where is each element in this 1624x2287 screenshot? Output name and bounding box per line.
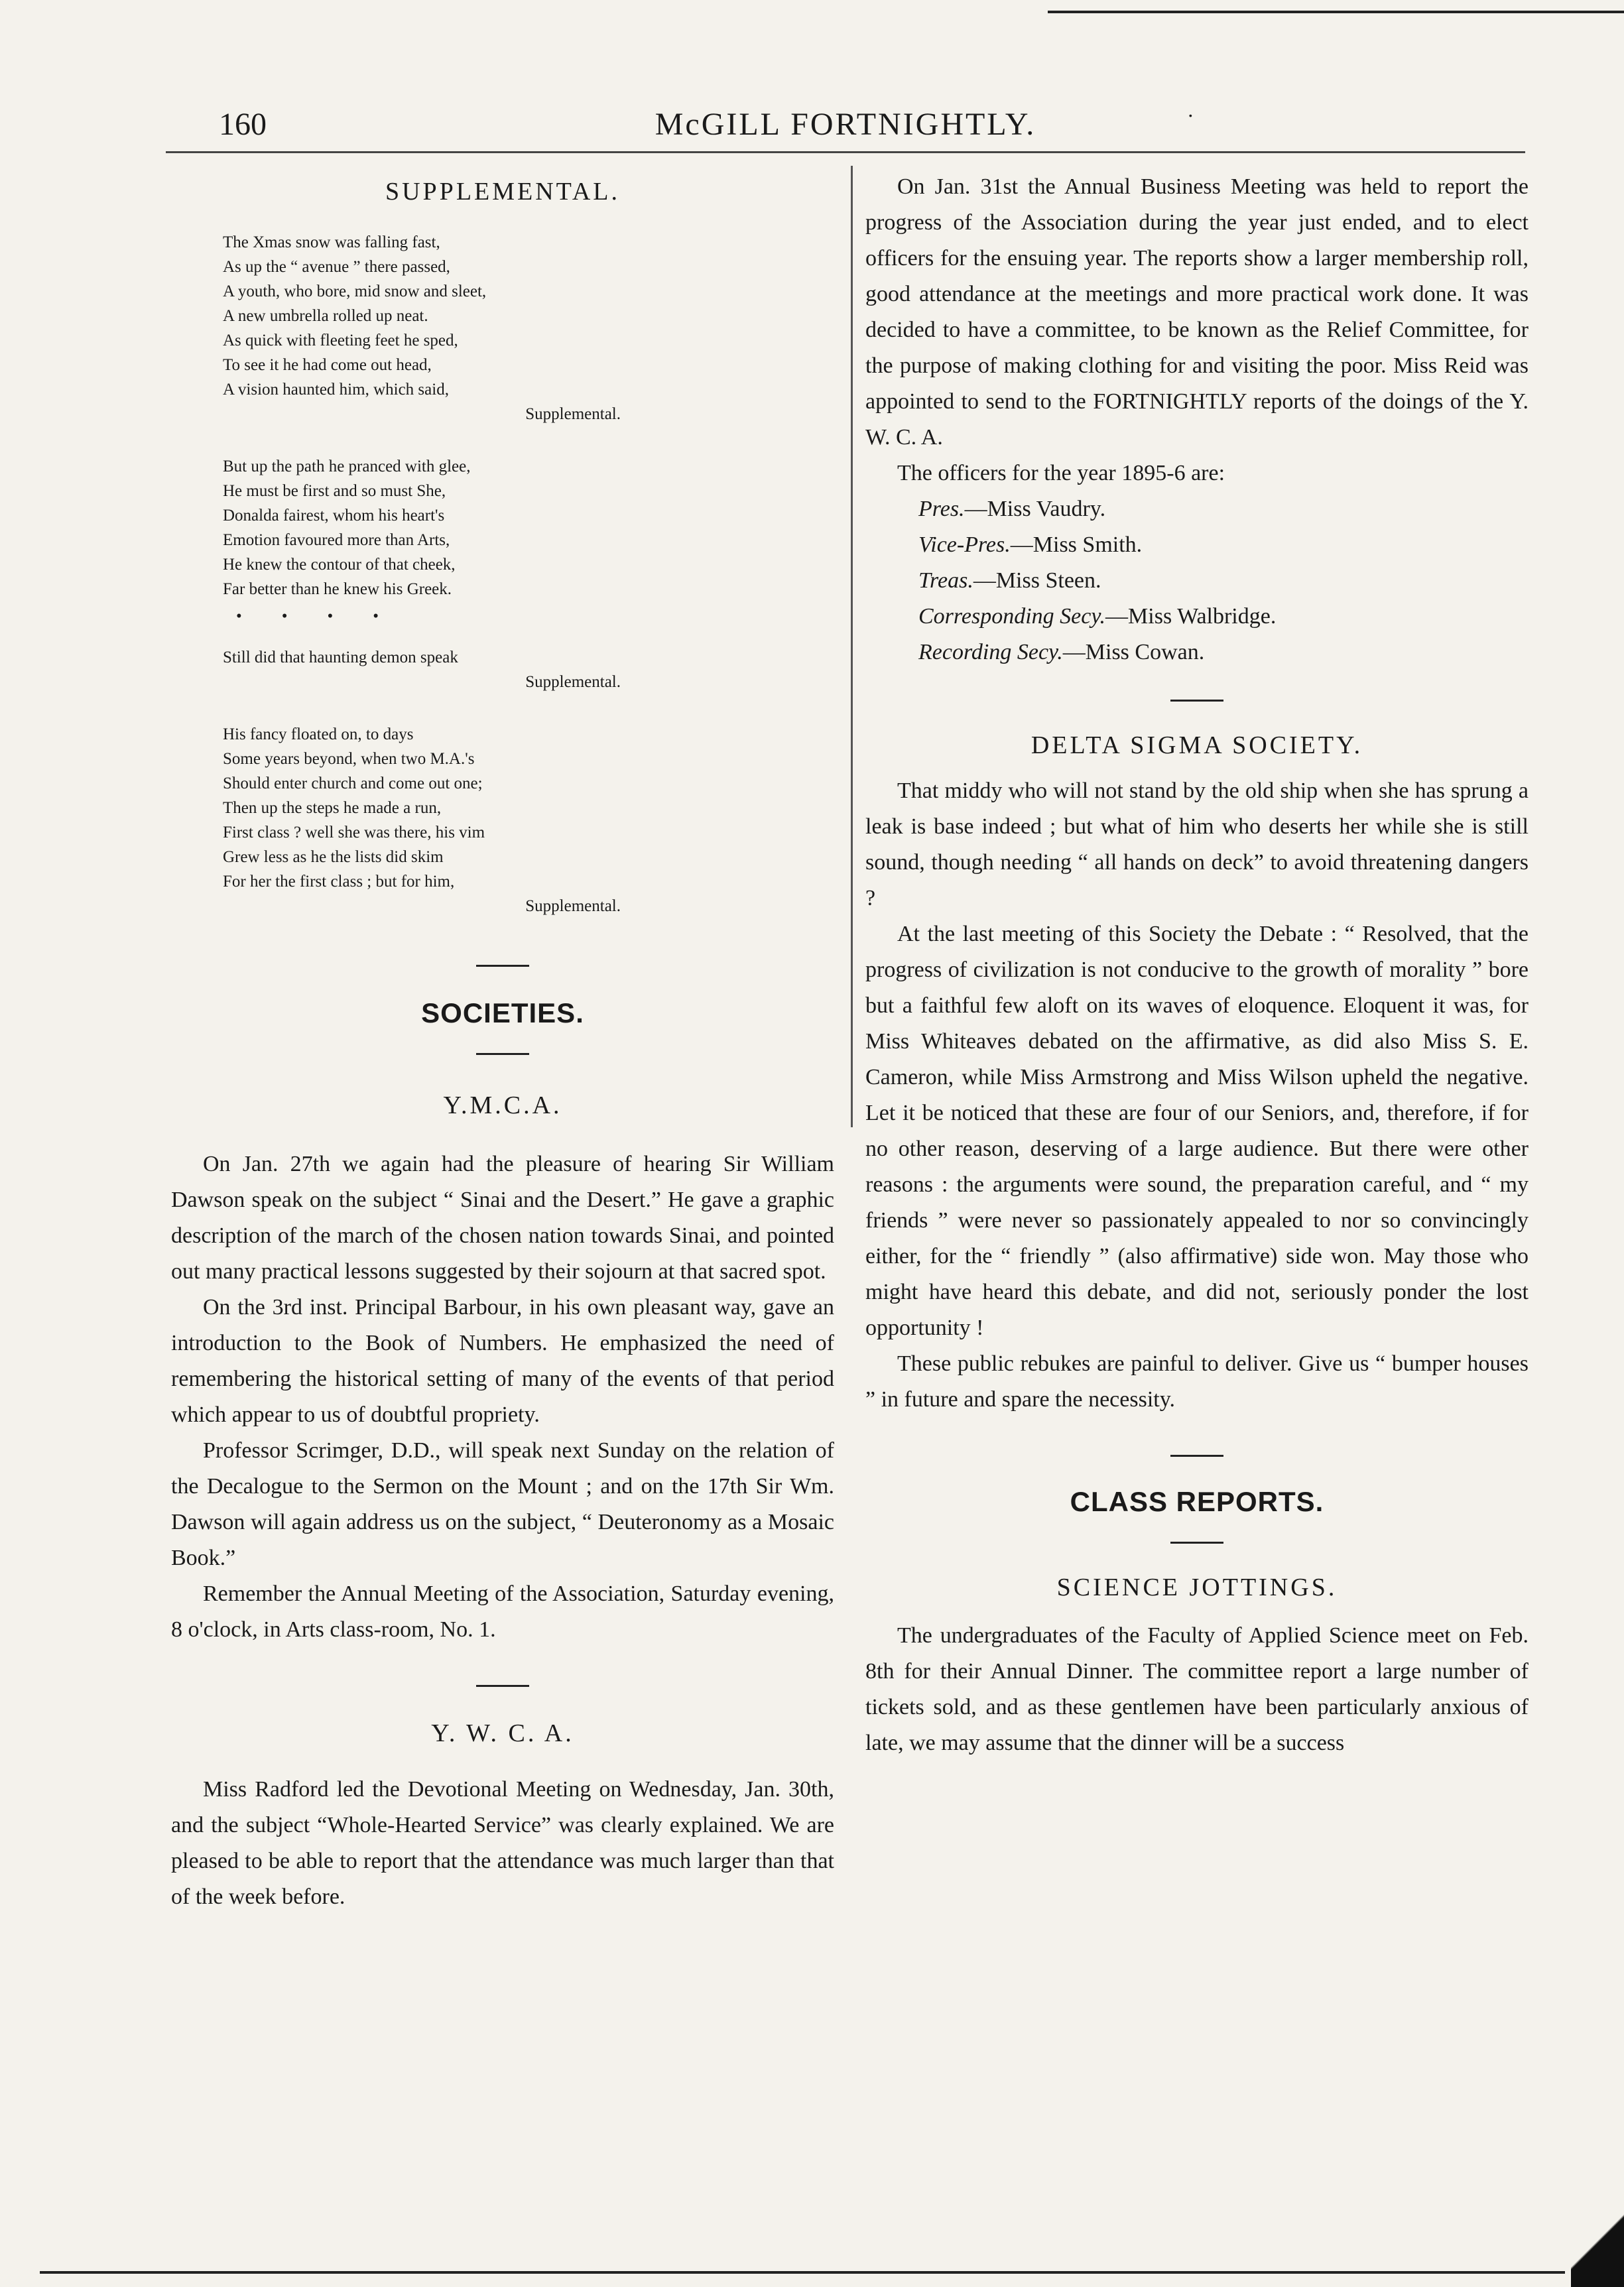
poem-line: A vision haunted him, which said, [223, 381, 449, 399]
ywca-paragraph: The officers for the year 1895-6 are: [897, 461, 1225, 485]
poem-ellipsis: •••• [236, 607, 419, 625]
officer-role: Vice-Pres. [918, 532, 1011, 557]
supplemental-title: SUPPLEMENTAL. [385, 178, 621, 206]
officer-name: —Miss Cowan. [1062, 640, 1205, 664]
section-rule [476, 1685, 529, 1687]
ywca-paragraph: Miss Radford led the Devotional Meeting on Wednesday, Jan. 30th, and the subject “Whole-Hearted Service” was clearly explained. We are pleased to be able to report that the attendance was much larger than that of the week before. [171, 1777, 834, 1909]
page-header [166, 103, 1525, 146]
page-number: 160 [219, 107, 267, 142]
poem-line: Far better than he knew his Greek. [223, 580, 452, 598]
poem-stanza [223, 722, 621, 918]
ymca-paragraph: On the 3rd inst. Principal Barbour, in his own pleasant way, gave an introduction to the Book of Numbers. He emphasized the need of remembering the historical setting of many of the events of that period which appear to us of doubtful propriety. [171, 1295, 834, 1427]
poem-line: As quick with fleeting feet he sped, [223, 332, 458, 349]
poem-line: Should enter church and come out one; [223, 774, 483, 792]
officer-entry [918, 635, 1529, 670]
science-jottings-title: SCIENCE JOTTINGS. [1056, 1574, 1338, 1601]
delta-sigma-title: DELTA SIGMA SOCIETY. [1031, 731, 1363, 759]
poem-line: But up the path he pranced with glee, [223, 458, 471, 475]
poem-refrain: Supplemental. [525, 405, 621, 423]
poem-line: To see it he had come out head, [223, 356, 432, 374]
poem-stanza [223, 454, 621, 601]
officer-entry [918, 599, 1529, 635]
poem-line: Donalda fairest, whom his heart's [223, 507, 445, 525]
poem-line: Grew less as he the lists did skim [223, 848, 444, 866]
supplemental-poem [223, 230, 621, 918]
column-divider [851, 166, 853, 1127]
officer-role: Corresponding Secy. [918, 604, 1106, 629]
officer-role: Pres. [918, 497, 965, 521]
officer-entry [918, 563, 1529, 599]
ywca-title: Y. W. C. A. [431, 1719, 574, 1747]
poem-line: His fancy floated on, to days [223, 725, 414, 743]
right-column [865, 169, 1529, 1761]
running-title: McGILL FORTNIGHTLY. [655, 107, 1036, 142]
poem-line: First class ? well she was there, his vim [223, 824, 485, 841]
poem-line: For her the first class ; but for him, [223, 873, 455, 891]
poem-refrain: Supplemental. [525, 897, 621, 915]
officers-list [918, 491, 1529, 670]
page-curl [1571, 2194, 1624, 2287]
officer-role: Treas. [918, 568, 973, 593]
officer-name: —Miss Walbridge. [1105, 604, 1277, 629]
class-reports-heading: CLASS REPORTS. [1070, 1486, 1324, 1517]
poem-line: A new umbrella rolled up neat. [223, 307, 428, 325]
section-rule [1170, 700, 1223, 702]
science-paragraph: The undergraduates of the Faculty of Applied Science meet on Feb. 8th for their Annual Dinner. The committee report a large number of tickets sold, and as these gentlemen have been particularly anxious of late, we may assume that the dinner will be a success [865, 1623, 1529, 1755]
poem-line: Still did that haunting demon speak [223, 649, 458, 666]
poem-line: Some years beyond, when two M.A.'s [223, 750, 475, 768]
delta-sigma-paragraph: These public rebukes are painful to deliver. Give us “ bumper houses ” in future and spare the necessity. [865, 1351, 1529, 1412]
poem-refrain: Supplemental. [525, 673, 621, 691]
officer-name: —Miss Smith. [1010, 532, 1143, 557]
ymca-paragraph: Professor Scrimger, D.D., will speak next Sunday on the relation of the Decalogue to the Sermon on the Mount ; and on the 17th Sir Wm. Dawson will again address us on the subject, “ Deuteronomy as a Mosaic Book.” [171, 1438, 834, 1570]
officer-entry [918, 527, 1529, 563]
poem-line: The Xmas snow was falling fast, [223, 233, 440, 251]
poem-line: As up the “ avenue ” there passed, [223, 258, 450, 276]
officer-name: —Miss Vaudry. [964, 497, 1106, 521]
officer-entry [918, 491, 1529, 527]
top-edge-rule [1048, 11, 1624, 13]
poem-line: He must be first and so must She, [223, 482, 446, 500]
poem-line: Emotion favoured more than Arts, [223, 531, 450, 549]
officer-role: Recording Secy. [918, 640, 1063, 664]
ymca-paragraph: On Jan. 27th we again had the pleasure of hearing Sir William Dawson speak on the subject “ Sinai and the Desert.” He gave a graphic description of the march of the chosen nation towards Sinai, and pointed out many practical lessons suggested by their sojourn at that sacred spot. [171, 1152, 834, 1284]
poem-line: He knew the contour of that cheek, [223, 556, 456, 574]
ywca-paragraph: On Jan. 31st the Annual Business Meeting was held to report the progress of the Association during the year just ended, and to elect officers for the ensuing year. The reports show a larger membership roll, good attendance at the meetings and more practical work done. It was decided to have a committee, to be known as the Relief Committee, for the purpose of making clothing for and visiting the poor. Miss Reid was appointed to send to the FORTNIGHTLY reports of the doings of the Y. W. C. A. [865, 174, 1529, 450]
delta-sigma-paragraph: At the last meeting of this Society the Debate : “ Resolved, that the progress of civilization is not conducive to the growth of morality ” bore but a faithful few aloft on its waves of eloquence. Eloquent it was, for Miss Whiteaves debated on the affirmative, as did also Miss S. E. Cameron, while Miss Armstrong and Miss Wilson upheld the negative. Let it be noticed that these are four of our Seniors, and, therefore, if for no other reason, deserving of a large audience. But there were other reasons : the arguments were sound, the preparation careful, and “ my friends ” were never so passionately appealed to nor so convincingly either, for the “ friendly ” (also affirmative) side won. May those who might have heard this debate, and did not, seriously ponder the lost opportunity ! [865, 922, 1529, 1340]
poem-line: Then up the steps he made a run, [223, 799, 442, 817]
ymca-title: Y.M.C.A. [443, 1091, 562, 1119]
poem-line: A youth, who bore, mid snow and sleet, [223, 282, 487, 300]
bottom-edge-rule [40, 2271, 1565, 2274]
delta-sigma-paragraph: That middy who will not stand by the old ship when she has sprung a leak is base indeed ; but what of him who deserts her while she is still sound, though needing “ all hands on deck” to avoid threatening dangers ? [865, 778, 1529, 910]
poem-stanza [223, 230, 621, 426]
print-speck: · [1187, 103, 1194, 127]
section-rule [476, 1053, 529, 1055]
section-rule [1170, 1455, 1223, 1457]
header-rule [166, 151, 1525, 153]
section-rule [1170, 1542, 1223, 1544]
poem-stanza [223, 645, 621, 694]
ymca-paragraph: Remember the Annual Meeting of the Association, Saturday evening, 8 o'clock, in Arts class-room, No. 1. [171, 1581, 834, 1642]
societies-heading: SOCIETIES. [421, 997, 584, 1028]
officer-name: —Miss Steen. [973, 568, 1101, 593]
left-column [171, 169, 834, 1915]
section-rule [476, 965, 529, 967]
